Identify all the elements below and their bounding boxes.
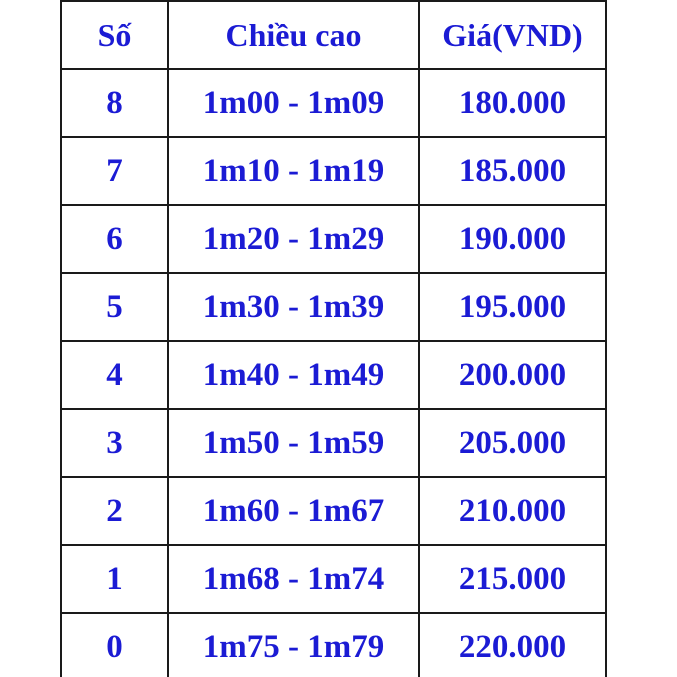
price-cell: 195.000 (419, 273, 606, 341)
size-price-table (60, 0, 607, 677)
table-body (61, 69, 606, 677)
table-header (61, 1, 606, 69)
height-cell: 1m00 - 1m09 (168, 69, 419, 137)
height-cell: 1m30 - 1m39 (168, 273, 419, 341)
size-cell: 6 (61, 205, 168, 273)
table-row (61, 137, 606, 205)
price-cell: 200.000 (419, 341, 606, 409)
table-row (61, 273, 606, 341)
size-cell: 4 (61, 341, 168, 409)
header-row (61, 1, 606, 69)
header-size: Số (61, 1, 168, 69)
size-cell: 7 (61, 137, 168, 205)
price-cell: 220.000 (419, 613, 606, 677)
height-cell: 1m10 - 1m19 (168, 137, 419, 205)
table-row (61, 477, 606, 545)
price-cell: 180.000 (419, 69, 606, 137)
size-cell: 1 (61, 545, 168, 613)
size-cell: 3 (61, 409, 168, 477)
table-row (61, 613, 606, 677)
table-row (61, 205, 606, 273)
size-cell: 5 (61, 273, 168, 341)
price-cell: 205.000 (419, 409, 606, 477)
height-cell: 1m60 - 1m67 (168, 477, 419, 545)
price-cell: 215.000 (419, 545, 606, 613)
table-row (61, 409, 606, 477)
table-row (61, 341, 606, 409)
height-cell: 1m68 - 1m74 (168, 545, 419, 613)
height-cell: 1m50 - 1m59 (168, 409, 419, 477)
price-cell: 210.000 (419, 477, 606, 545)
price-cell: 185.000 (419, 137, 606, 205)
size-cell: 2 (61, 477, 168, 545)
header-height: Chiều cao (168, 1, 419, 69)
header-price: Giá(VND) (419, 1, 606, 69)
table-row (61, 545, 606, 613)
table-row (61, 69, 606, 137)
height-cell: 1m75 - 1m79 (168, 613, 419, 677)
size-cell: 8 (61, 69, 168, 137)
height-cell: 1m20 - 1m29 (168, 205, 419, 273)
size-cell: 0 (61, 613, 168, 677)
height-cell: 1m40 - 1m49 (168, 341, 419, 409)
price-cell: 190.000 (419, 205, 606, 273)
